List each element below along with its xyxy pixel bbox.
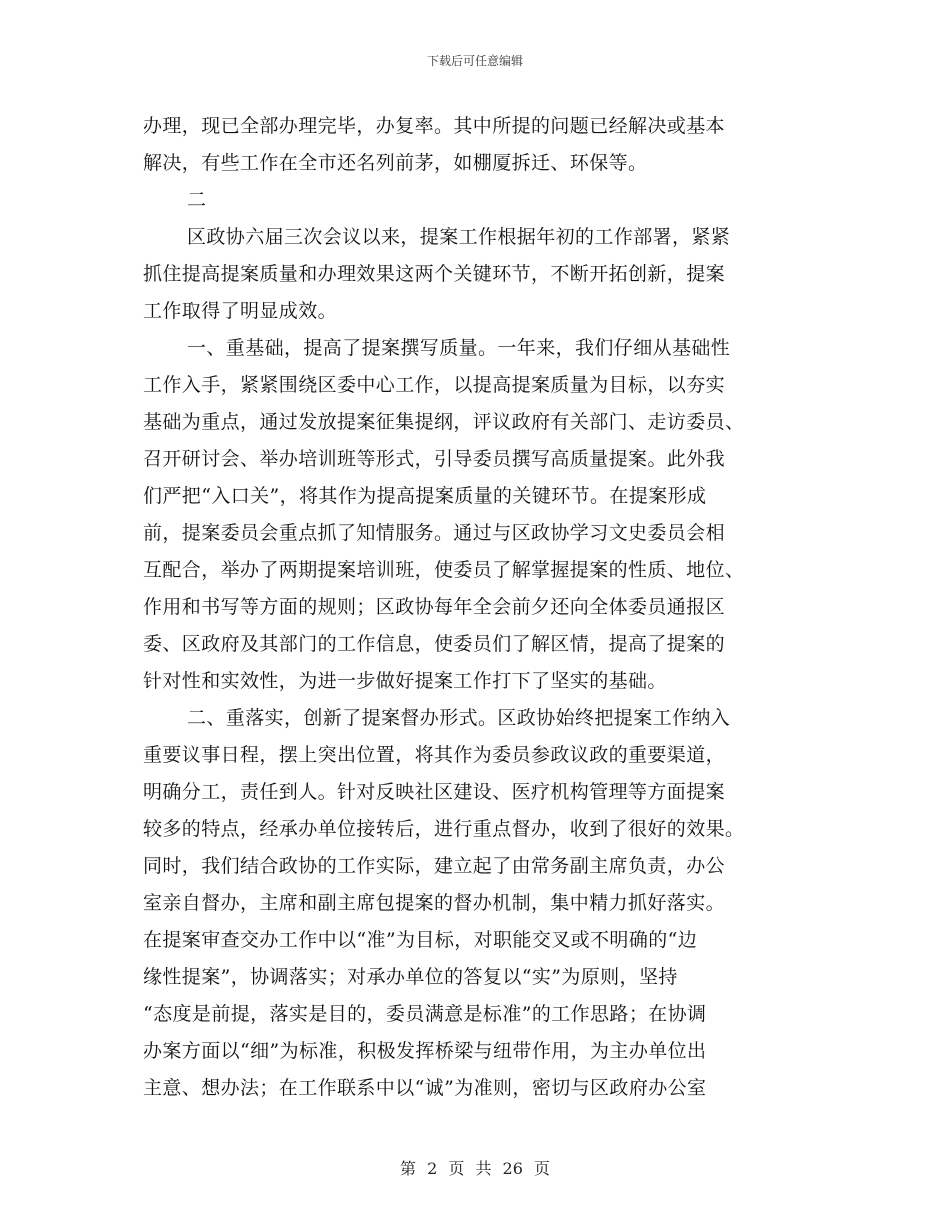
text-line: 二 bbox=[187, 189, 207, 211]
text-line: 办案方面以“细”为标准，积极发挥桥梁与纽带作用，为主办单位出 bbox=[143, 1040, 707, 1062]
text-line: 工作取得了明显成效。 bbox=[143, 300, 338, 322]
text-line: 们严把“入口关”，将其作为提高提案质量的关键环节。在提案形成 bbox=[143, 485, 707, 507]
text-line: 二、重落实，创新了提案督办形式。区政协始终把提案工作纳入 bbox=[187, 707, 731, 729]
text-line: 室亲自督办，主席和副主席包提案的督办机制，集中精力抓好落实。 bbox=[143, 892, 726, 914]
text-line: 同时，我们结合政协的工作实际，建立起了由常务副主席负责，办公 bbox=[143, 855, 726, 877]
text-line: 抓住提高提案质量和办理效果这两个关键环节，不断开拓创新，提案 bbox=[143, 263, 726, 285]
text-line: 召开研讨会、举办培训班等形式，引导委员撰写高质量提案。此外我 bbox=[143, 448, 726, 470]
text-line: 重要议事日程，摆上突出位置，将其作为委员参政议政的重要渠道， bbox=[143, 744, 726, 766]
text-line: 解决，有些工作在全市还名列前茅，如棚厦拆迁、环保等。 bbox=[143, 152, 648, 174]
text-line: 在提案审查交办工作中以“准”为目标，对职能交叉或不明确的“边 bbox=[143, 929, 698, 951]
text-line: 主意、想办法；在工作联系中以“诚”为准则，密切与区政府办公室 bbox=[143, 1077, 707, 1099]
text-line: 区政协六届三次会议以来，提案工作根据年初的工作部署，紧紧 bbox=[187, 226, 731, 248]
text-line: 一、重基础，提高了提案撰写质量。一年来，我们仔细从基础性 bbox=[187, 337, 731, 359]
text-line: 互配合，举办了两期提案培训班，使委员了解掌握提案的性质、地位、 bbox=[143, 559, 745, 581]
document-body bbox=[143, 108, 803, 1107]
text-line: 较多的特点，经承办单位接转后，进行重点督办，收到了很好的效果。 bbox=[143, 818, 745, 840]
text-line: 工作入手，紧紧围绕区委中心工作，以提高提案质量为目标，以夯实 bbox=[143, 374, 726, 396]
text-line: 缘性提案”，协调落实；对承办单位的答复以“实”为原则，坚持 bbox=[143, 966, 678, 988]
text-line: 针对性和实效性，为进一步做好提案工作打下了坚实的基础。 bbox=[143, 670, 667, 692]
text-line: 明确分工，责任到人。针对反映社区建设、医疗机构管理等方面提案 bbox=[143, 781, 726, 803]
text-line: 基础为重点，通过发放提案征集提纲，评议政府有关部门、走访委员、 bbox=[143, 411, 745, 433]
text-line: 前，提案委员会重点抓了知情服务。通过与区政协学习文史委员会相 bbox=[143, 522, 726, 544]
text-line: 委、区政府及其部门的工作信息，使委员们了解区情，提高了提案的 bbox=[143, 633, 726, 655]
text-line: “态度是前提，落实是目的，委员满意是标准”的工作思路；在协调 bbox=[143, 1003, 707, 1025]
page-header-note: 下载后可任意编辑 bbox=[426, 54, 523, 68]
text-line: 办理，现已全部办理完毕，办复率。其中所提的问题已经解决或基本 bbox=[143, 115, 726, 137]
page-number: 第 2 页 共 26 页 bbox=[400, 1159, 550, 1178]
text-line: 作用和书写等方面的规则；区政协每年全会前夕还向全体委员通报区 bbox=[143, 596, 726, 618]
